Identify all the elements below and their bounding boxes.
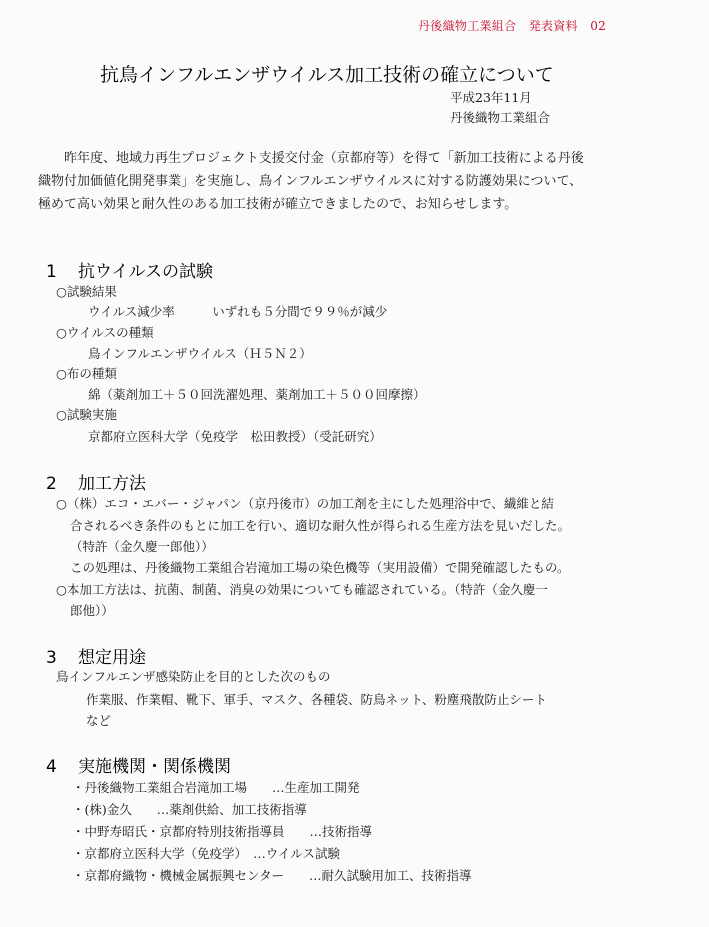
section-line: など	[86, 713, 112, 728]
section-line: ○（株）エコ・エバー・ジャパン（京丹後市）の加工剤を主にした処理浴中で、繊維と結	[56, 496, 554, 511]
section-line: 合されるべき条件のもとに加工を行い、適切な耐久性が得られる生産方法を見いだした。	[70, 518, 571, 533]
section-heading	[38, 469, 146, 494]
document-title: 抗鳥インフルエンザウイルス加工技術の確立について	[100, 64, 554, 86]
section-line: 郎他））	[70, 603, 114, 618]
section-line: ・丹後織物工業組合岩滝加工場 …生産加工開発	[72, 780, 360, 795]
section-line: ・京都府立医科大学（免疫学） …ウイルス試験	[72, 846, 341, 861]
section-number: 3	[46, 648, 57, 668]
section-line: ○布の種類	[56, 366, 117, 381]
intro-line: 織物付加価値化開発事業」を実施し、鳥インフルエンザウイルスに対する防護効果について、	[38, 174, 583, 189]
section-line: 綿（薬剤加工＋５０回洗濯処理、薬剤加工＋５００回摩擦）	[88, 387, 426, 402]
section-heading	[38, 257, 213, 282]
section-line: この処理は、丹後織物工業組合岩滝加工場の染色機等（実用設備）で開発確認したもの。	[70, 560, 570, 575]
section-heading	[38, 643, 146, 668]
intro-line: 極めて高い効果と耐久性のある加工技術が確立できましたので、お知らせします。	[38, 197, 518, 212]
section-line: 鳥インフルエンザ感染防止を目的とした次のもの	[56, 669, 331, 684]
section-line: 京都府立医科大学（免疫学 松田教授）（受託研究）	[88, 429, 382, 444]
section-line: ○試験実施	[56, 407, 117, 422]
section-title: 実施機関・関係機関	[78, 757, 231, 777]
section-line: ・(株)金久 …薬剤供給、加工技術指導	[72, 802, 307, 817]
section-title: 加工方法	[78, 474, 146, 494]
section-line: ・中野寿昭氏・京都府特別技術指導員 …技術指導	[72, 824, 373, 839]
section-line: 鳥インフルエンザウイルス（Ｈ５Ｎ２）	[88, 346, 312, 361]
section-heading	[38, 752, 231, 777]
section-line: （特許（金久慶一郎他））	[70, 539, 214, 554]
intro-paragraph	[38, 147, 678, 216]
section-number: 2	[46, 474, 57, 494]
section-line: ○試験結果	[56, 284, 117, 299]
section-line: ・京都府織物・機械金属振興センター …耐久試験用加工、技術指導	[72, 868, 472, 883]
document-date: 平成23年11月	[450, 90, 532, 105]
section-line: ウイルス減少率 いずれも５分間で９９％が減少	[88, 304, 388, 319]
section-title: 抗ウイルスの試験	[78, 262, 213, 282]
section-number: 4	[46, 757, 57, 777]
section-line: 作業服、作業帽、靴下、軍手、マスク、各種袋、防鳥ネット、粉塵飛散防止シート	[86, 692, 547, 707]
section-line: ○本加工方法は、抗菌、制菌、消臭の効果についても確認されている。（特許（金久慶一	[56, 582, 548, 597]
section-line: ○ウイルスの種類	[56, 325, 154, 340]
section-number: 1	[46, 262, 57, 282]
section-title: 想定用途	[78, 648, 146, 668]
document-organization: 丹後織物工業組合	[450, 110, 551, 125]
intro-line: 昨年度、地域力再生プロジェクト支援交付金（京都府等）を得て「新加工技術による丹後	[64, 151, 584, 166]
header-label: 丹後織物工業組合 発表資料 02	[418, 19, 607, 33]
